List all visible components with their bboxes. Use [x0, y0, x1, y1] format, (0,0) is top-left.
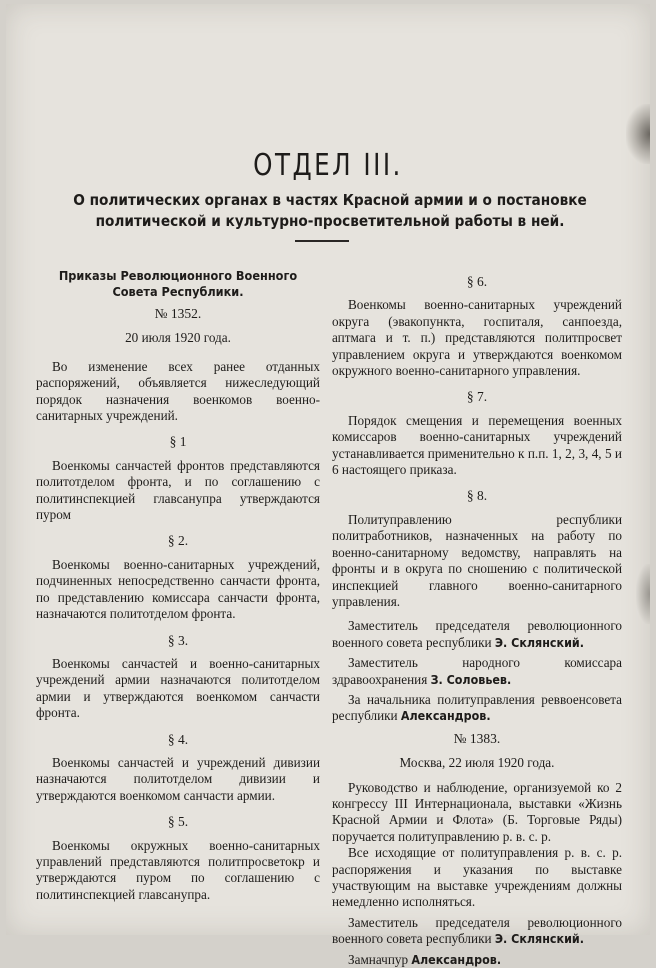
paragraph-mark: § 4.	[167, 731, 189, 747]
paragraph-text: Политуправлению республики политработников, назначенных на работу по военно-санитарному ведомству, направлять на фронты и в округа по сношению с политической инспекцией главного военно-санитарного управления.	[332, 511, 622, 609]
paragraph-mark: § 2.	[167, 533, 189, 549]
signature-title: Заместитель народного комиссара здравоохранения	[332, 655, 622, 687]
right-column	[332, 264, 622, 968]
signature-title: Замначпур	[348, 951, 409, 967]
section-title: ОТДЕЛ III.	[253, 148, 403, 183]
signature-title: За начальника политуправления реввоенсовета республики	[332, 691, 622, 724]
signature	[332, 655, 622, 688]
document-page	[6, 4, 650, 967]
page-edge-stain	[626, 104, 650, 164]
paragraph-mark: § 7.	[466, 389, 488, 405]
paragraph-mark: § 6.	[466, 274, 488, 289]
signature	[332, 692, 622, 725]
paragraph-text: Военкомы военно-санитарных учреждений округа (эвакопункта, госпиталя, санпоезда, аптмага и т. п.) представляются политпросвет управлением округа и утверждаются военкомом окружного военно-санитарного управления.	[332, 297, 622, 379]
orders-heading: Приказы Революционного Военного Совета Республики.	[58, 268, 298, 299]
order-number: № 1383.	[453, 730, 501, 746]
paragraph-text: Военкомы окружных военно-санитарных управлений представляются политпросветокр и утверждаются пуром по соглашению с политинспекцией главсанупра.	[36, 837, 320, 902]
signature	[332, 618, 622, 651]
paragraph-text: Военкомы санчастей и учреждений дивизии назначаются политотделом дивизии и утверждаются военкомом санчасти армии.	[36, 754, 320, 803]
signature-name: Э. Склянский.	[494, 634, 584, 650]
signature-name: Э. Склянский.	[494, 931, 584, 947]
paragraph-mark: § 8.	[466, 488, 488, 504]
signature-name: З. Соловьев.	[430, 671, 512, 687]
order-intro: Во изменение всех ранее отданных распоряжений, объявляется нижеследующий порядок назначения военкомов военно-санитарных учреждений.	[36, 358, 320, 424]
paragraph-text: Военкомы санчастей и военно-санитарных учреждений армии назначаются политотделом армии и утверждаются военкомом санчасти фронта.	[36, 655, 320, 721]
signature-name: Александров.	[411, 951, 502, 967]
order-number: № 1352.	[154, 306, 202, 321]
paragraph-text: Военкомы военно-санитарных учреждений, подчиненных непосредственно санчасти фронта, по представлению комиссара санчасти фронта, назначаются политотделом фронта.	[36, 556, 320, 622]
section-subtitle: О политических органах в частях Красной армии и о постановке политической и культурно-просветительной работы в ней.	[73, 191, 587, 230]
left-column	[36, 264, 320, 903]
page-edge-stain	[636, 564, 650, 624]
order-text: Все исходящие от политуправления р. в. с. р. распоряжения и указания по выставке участвующим на выставке учреждениям должны немедленно исполняться.	[332, 845, 622, 910]
signature	[332, 915, 622, 948]
order-text: Руководство и наблюдение, организуемой ко 2 конгрессу III Интернационала, выставки «Жизнь Красной Армии и Флота» (Б. Торговые Ряды) поручается политуправлению р. в. с. р.	[332, 779, 622, 844]
order-date: 20 июля 1920 года.	[125, 330, 231, 346]
paragraph-text: Военкомы санчастей фронтов представляются политотделом фронта, и по соглашению с политинспекцией главсанупра утверждаются пуром	[36, 457, 320, 523]
signature-title: Заместитель председателя революционного военного совета республики	[332, 914, 622, 947]
paragraph-mark: § 3.	[167, 632, 189, 648]
paragraph-mark: § 1	[169, 434, 187, 450]
title-divider	[295, 240, 349, 242]
signature-name: Александров.	[400, 708, 491, 724]
signature	[332, 952, 622, 968]
paragraph-mark: § 5.	[167, 814, 189, 830]
paragraph-text: Порядок смещения и перемещения военных комиссаров военно-санитарных учреждений устанавливается применительно к п.п. 1, 2, 3, 4, 5 и 6 настоящего приказа.	[332, 412, 622, 478]
signature-title: Заместитель председателя революционного военного совета республики	[332, 618, 622, 650]
order-date: Москва, 22 июля 1920 года.	[399, 755, 555, 771]
